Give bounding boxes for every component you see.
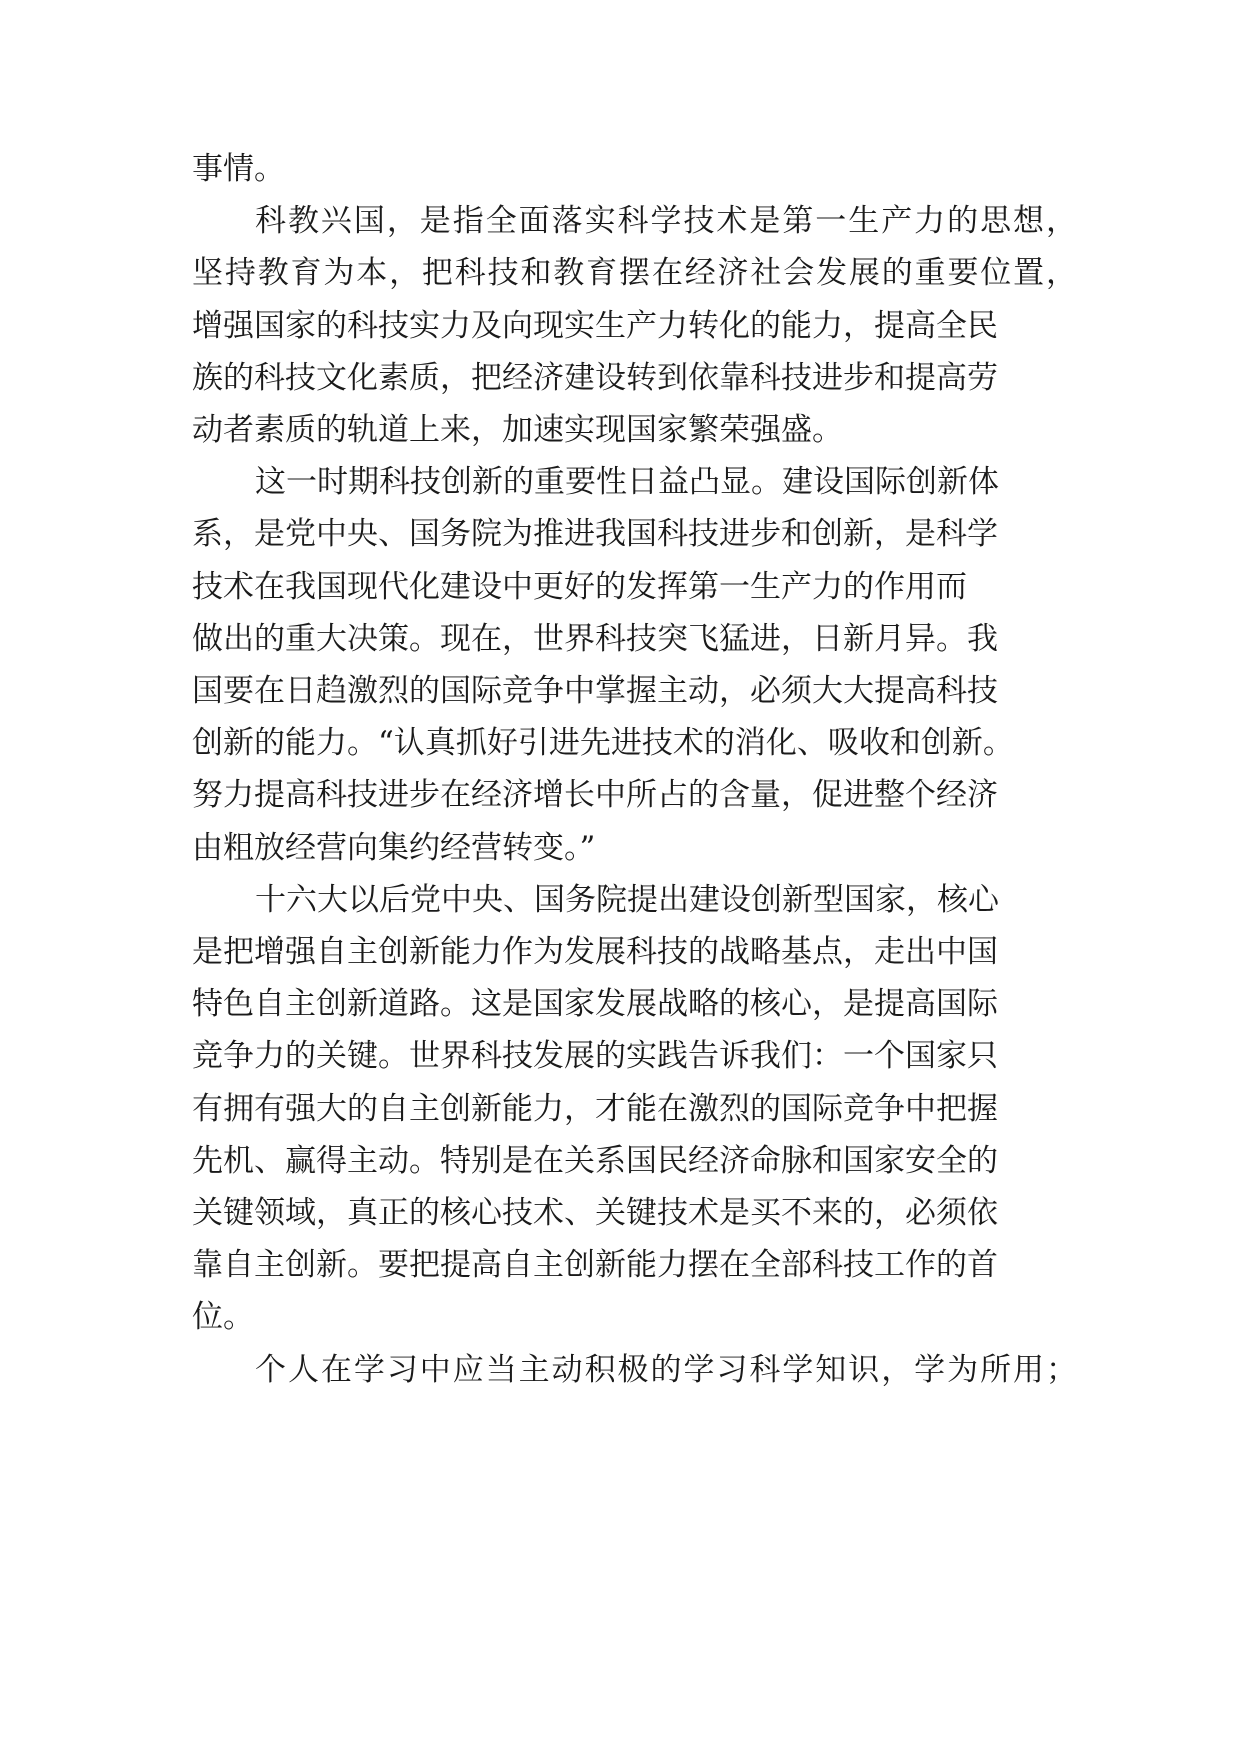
text-line: 是把增强自主创新能力作为发展科技的战略基点，走出中国: [192, 934, 998, 970]
text-line: 特色自主创新道路。这是国家发展战略的核心，是提高国际: [192, 986, 998, 1022]
text-line: 创新的能力。“认真抓好引进先进技术的消化、吸收和创新。: [192, 725, 1014, 761]
text-line: 关键领域，真正的核心技术、关键技术是买不来的，必须依: [192, 1195, 998, 1231]
text-line: 事情。: [192, 151, 285, 187]
text-line: 动者素质的轨道上来，加速实现国家繁荣强盛。: [192, 412, 843, 448]
text-line: 位。: [192, 1299, 254, 1335]
text-line: 努力提高科技进步在经济增长中所占的含量，促进整个经济: [192, 777, 998, 813]
paragraph-first-line: 这一时期科技创新的重要性日益凸显。建设国际创新体: [255, 464, 999, 500]
text-line: 先机、赢得主动。特别是在关系国民经济命脉和国家安全的: [192, 1143, 998, 1179]
text-line: 国要在日趋激烈的国际竞争中掌握主动，必须大大提高科技: [192, 673, 998, 709]
text-line: 系，是党中央、国务院为推进我国科技进步和创新，是科学: [192, 516, 998, 552]
text-line: 由粗放经营向集约经营转变。”: [192, 830, 596, 866]
text-line: 族的科技文化素质，把经济建设转到依靠科技进步和提高劳: [192, 360, 998, 396]
paragraph-first-line: 十六大以后党中央、国务院提出建设创新型国家，核心: [255, 882, 999, 918]
text-line: 技术在我国现代化建设中更好的发挥第一生产力的作用而: [192, 569, 967, 605]
paragraph-first-line: 个人在学习中应当主动积极的学习科学知识，学为所用；: [255, 1352, 1077, 1388]
paragraph-first-line: 科教兴国，是指全面落实科学技术是第一生产力的思想，: [255, 203, 1077, 239]
text-line: 靠自主创新。要把提高自主创新能力摆在全部科技工作的首: [192, 1247, 998, 1283]
text-line: 做出的重大决策。现在，世界科技突飞猛进，日新月异。我: [192, 621, 998, 657]
text-line: 坚持教育为本，把科技和教育摆在经济社会发展的重要位置，: [192, 255, 1077, 291]
text-line: 竞争力的关键。世界科技发展的实践告诉我们：一个国家只: [192, 1038, 998, 1074]
text-line: 有拥有强大的自主创新能力，才能在激烈的国际竞争中把握: [192, 1091, 998, 1127]
text-line: 增强国家的科技实力及向现实生产力转化的能力，提高全民: [192, 308, 998, 344]
